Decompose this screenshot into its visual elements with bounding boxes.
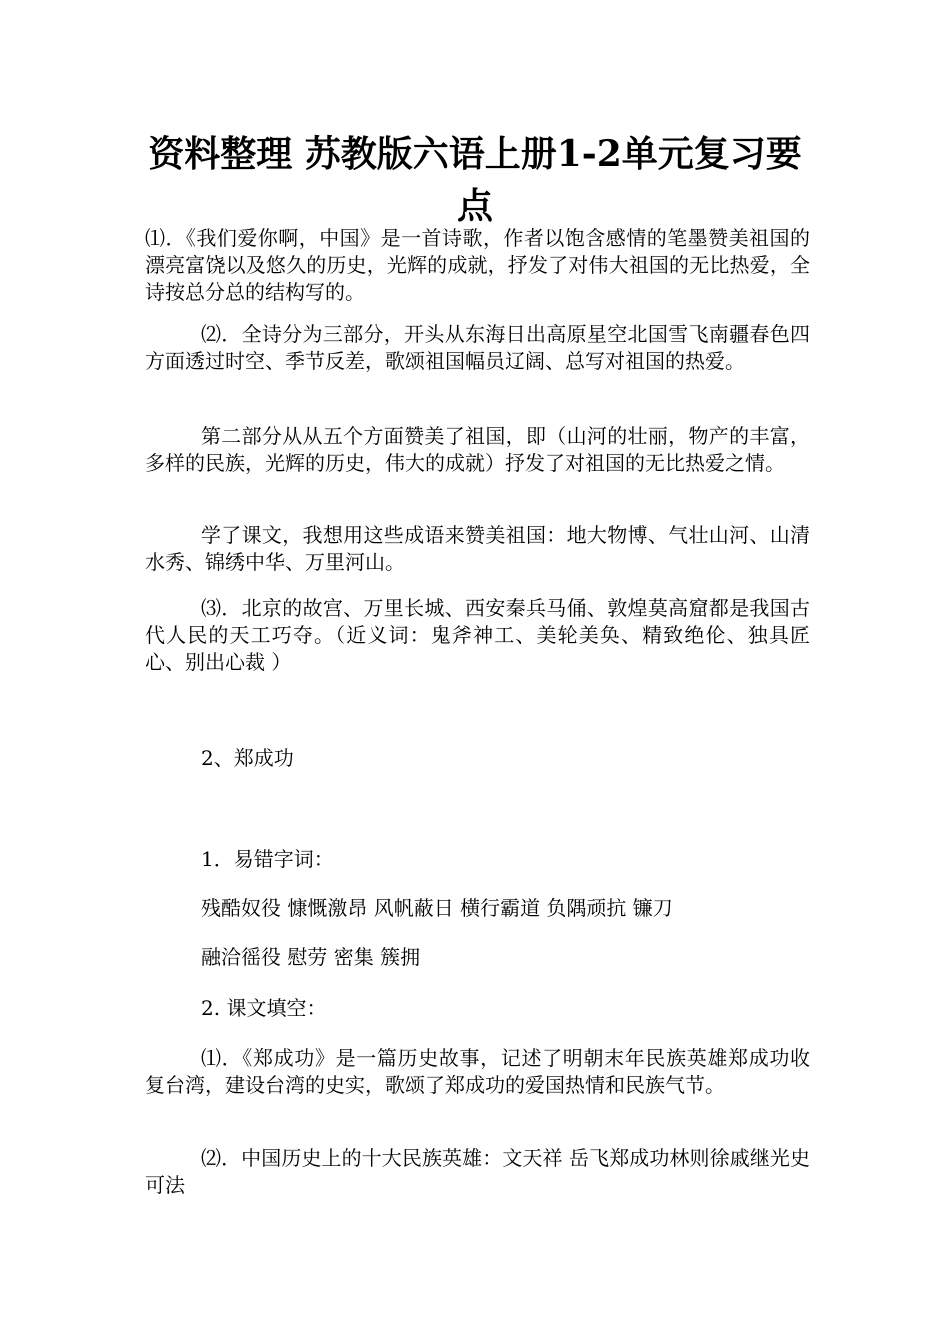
- paragraph-ancient-wonders: ⑶．北京的故宫、万里长城、西安秦兵马俑、敦煌莫高窟都是我国古代人民的天工巧夺。（近义词：鬼斧神工、美轮美奂、精致绝伦、独具匠心、别出心裁 ）: [145, 596, 810, 674]
- paragraph-poem-part-two: 第二部分从从五个方面赞美了祖国，即（山河的壮丽，物产的丰富，多样的民族，光辉的历史，伟大的成就）抒发了对祖国的无比热爱之情。: [145, 424, 810, 475]
- paragraph-zheng-chenggong-story: ⑴．《郑成功》是一篇历史故事，记述了明朝末年民族英雄郑成功收复台湾，建设台湾的史实，歌颂了郑成功的爱国热情和民族气节。: [145, 1046, 810, 1097]
- paragraph-poem-structure: ⑵．全诗分为三部分，开头从东海日出高原星空北国雪飞南疆春色四方面透过时空、季节反差，歌颂祖国幅员辽阔、总写对祖国的热爱。: [145, 322, 810, 373]
- word-list-line-1: 残酷奴役 慷慨激昂 风帆蔽日 横行霸道 负隅顽抗 镰刀: [201, 896, 673, 920]
- paragraph-idioms: 学了课文，我想用这些成语来赞美祖国：地大物博、气壮山河、山清水秀、锦绣中华、万里河山。: [145, 523, 810, 574]
- paragraph-poem-intro: ⑴．《我们爱你啊，中国》是一首诗歌，作者以饱含感情的笔墨赞美祖国的漂亮富饶以及悠久的历史，光辉的成就，抒发了对伟大祖国的无比热爱，全诗按总分总的结构写的。: [145, 226, 810, 304]
- paragraph-national-heroes: ⑵．中国历史上的十大民族英雄：文天祥 岳飞郑成功林则徐戚继光史可法: [145, 1146, 810, 1197]
- item-heading-fill-in: 2. 课文填空：: [201, 996, 327, 1020]
- item-heading-error-prone-words: 1．易错字词：: [201, 847, 334, 871]
- section-heading-zheng-chenggong: 2、郑成功: [201, 746, 294, 770]
- document-title: 资料整理 苏教版六语上册1-2单元复习要点: [148, 133, 802, 227]
- word-list-line-2: 融洽徭役 慰劳 密集 簇拥: [201, 945, 421, 969]
